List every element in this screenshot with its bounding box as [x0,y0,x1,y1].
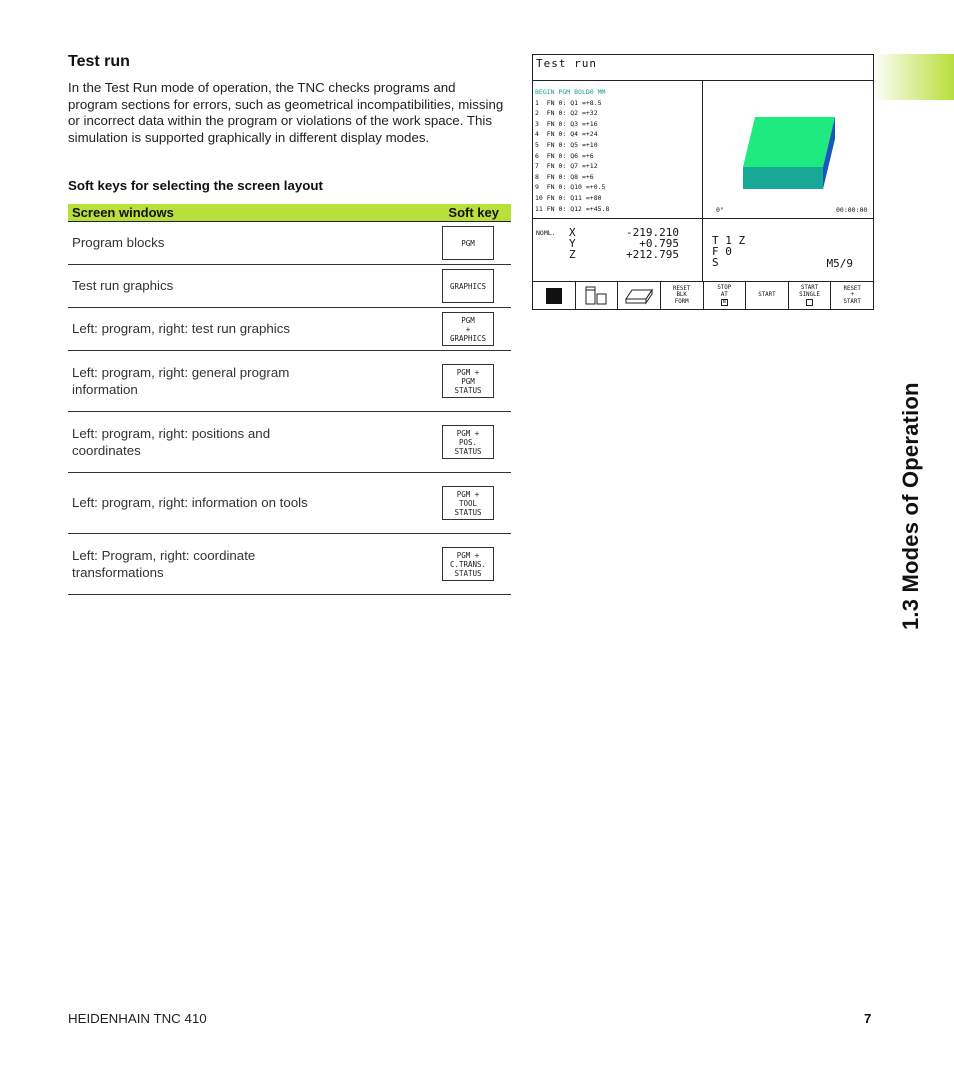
softkey-label: C.TRANS. [449,559,487,569]
axis-value: +0.795 [639,237,679,250]
softkey-label: STATUS [454,568,482,578]
run-time: 00:00:00 [836,206,868,214]
chapter-title [898,58,930,638]
axis-value: +212.795 [626,248,679,261]
table-row [68,534,511,595]
table-row [68,412,511,473]
table-row [68,308,511,351]
footer-product: HEIDENHAIN TNC 410 [68,1011,207,1026]
softkey-button[interactable] [442,312,494,346]
softkey-label: PGM + [456,367,480,377]
screen-title: Test run [533,55,873,81]
table-header [68,204,511,222]
softkey-button[interactable] [442,547,494,581]
softkey-label: PGM [461,315,475,325]
softkey-label: PGM + [456,428,480,438]
axis-name: Y [569,237,576,250]
intro-paragraph: In the Test Run mode of operation, the TNC checks programs and program sections for errors, such as geometrical incompatibilities, missing or incorrect data within the program or violations of the work space. This simulation is supported graphically in different display modes. [68,80,504,145]
program-line: BEGIN PGM BOLD0 MM [535,88,606,96]
status-display [703,219,873,281]
program-line: 5 FN 0: Q5 =+10 [535,140,598,149]
softkey-label: PGM [461,376,475,386]
noml-label: NOML. [536,229,556,237]
header-screen-windows: Screen windows [72,205,174,220]
checkbox-icon [806,299,813,306]
softkey-button[interactable] [442,364,494,398]
softkey-label: PGM [461,238,475,248]
view-angle: 0° [716,206,724,214]
softkey-button[interactable] [442,226,494,260]
softkey-label: + [465,324,471,334]
screen-softkey[interactable] [576,282,619,309]
row-label: Test run graphics [72,278,174,294]
program-line: 8 FN 0: Q8 =+6 [535,172,594,181]
workpiece-block-graphic [741,115,839,195]
softkey-table [68,204,511,595]
screen-softkey-label: + [850,292,854,299]
screen-softkey[interactable] [618,282,661,309]
screen-softkey[interactable] [661,282,704,309]
page-number: 7 [864,1011,872,1026]
axis-row [569,249,679,260]
table-row [68,222,511,265]
screen-softkey-label: STOP [717,284,732,291]
screen-softkey-label: RESET [672,285,691,292]
softkey-label: GRAPHICS [449,333,487,343]
block-front-face [743,167,823,189]
status-tool: T 1 Z [712,234,746,247]
program-line: 2 FN 0: Q2 =+32 [535,109,598,118]
program-line: 1 FN 0: Q1 =+8.5 [535,98,602,107]
screen-softkey[interactable] [789,282,832,309]
row-label: Program blocks [72,235,165,251]
axis-name: X [569,226,576,239]
table-row [68,473,511,534]
black-square-icon [546,288,562,304]
softkey-label: PGM + [456,489,480,499]
section-title: Test run [68,53,130,70]
row-label: Left: program, right: positions and coordinates [72,425,271,458]
row-label: Left: program, right: information on tools [72,495,308,511]
screen-softkey-label: FORM [674,298,689,305]
graphics-window [703,81,873,218]
program-line: 7 FN 0: Q7 =+12 [535,162,598,171]
position-display [533,219,703,281]
program-line: 11 FN 0: Q12 =+45.8 [535,204,610,213]
status-m-function: M5/9 [826,257,853,270]
softkey-button[interactable] [442,269,494,303]
screen-softkey-label: BLK [676,292,687,299]
split-view-icon [585,286,607,306]
table-row [68,351,511,412]
screen-softkey-label: START [758,292,776,299]
workpiece-icon [625,287,653,305]
softkey-button[interactable] [442,486,494,520]
screen-softkey[interactable] [831,282,873,309]
softkey-label: TOOL [458,498,478,508]
screen-softkey[interactable] [533,282,576,309]
axis-value: -219.210 [626,226,679,239]
softkey-label: GRAPHICS [449,281,487,291]
screen-softkey-label: N [722,299,726,306]
softkey-label: POS. [458,437,478,447]
tnc-screen [532,54,874,310]
program-window [533,81,703,218]
subsection-title: Soft keys for selecting the screen layout [68,178,323,193]
program-line: 10 FN 0: Q11 =+80 [535,193,602,202]
program-line: 4 FN 0: Q4 =+24 [535,130,598,139]
softkey-label: PGM + [456,550,480,560]
row-label: Left: program, right: test run graphics [72,321,291,337]
screen-softkey[interactable] [704,282,747,309]
screen-softkey-label: START [843,298,861,305]
row-label: Left: Program, right: coordinate transformations [72,547,256,580]
screen-softkey-label: AT [720,291,728,298]
row-label: Left: program, right: general program information [72,364,290,397]
program-line: 9 FN 0: Q10 =+0.5 [535,183,606,192]
table-row [68,265,511,308]
softkey-label: STATUS [454,507,482,517]
screen-softkey-label: SINGLE [799,291,821,298]
screen-softkey[interactable] [746,282,789,309]
program-line: 6 FN 0: Q6 =+6 [535,151,594,160]
axis-name: Z [569,248,576,261]
chapter-title-text: 1.3 Modes of Operation [898,382,923,630]
status-feed: F 0 [712,245,732,258]
block-top-face [743,117,835,167]
program-line: 3 FN 0: Q3 =+16 [535,119,598,128]
screen-softkey-label: RESET [843,285,861,292]
status-spindle: S [712,256,719,269]
softkey-button[interactable] [442,425,494,459]
screen-softkey-bar [533,281,873,309]
screen-softkey-label: START [800,284,819,291]
header-soft-key: Soft key [448,205,499,220]
softkey-label: STATUS [454,446,482,456]
softkey-label: STATUS [454,385,482,395]
